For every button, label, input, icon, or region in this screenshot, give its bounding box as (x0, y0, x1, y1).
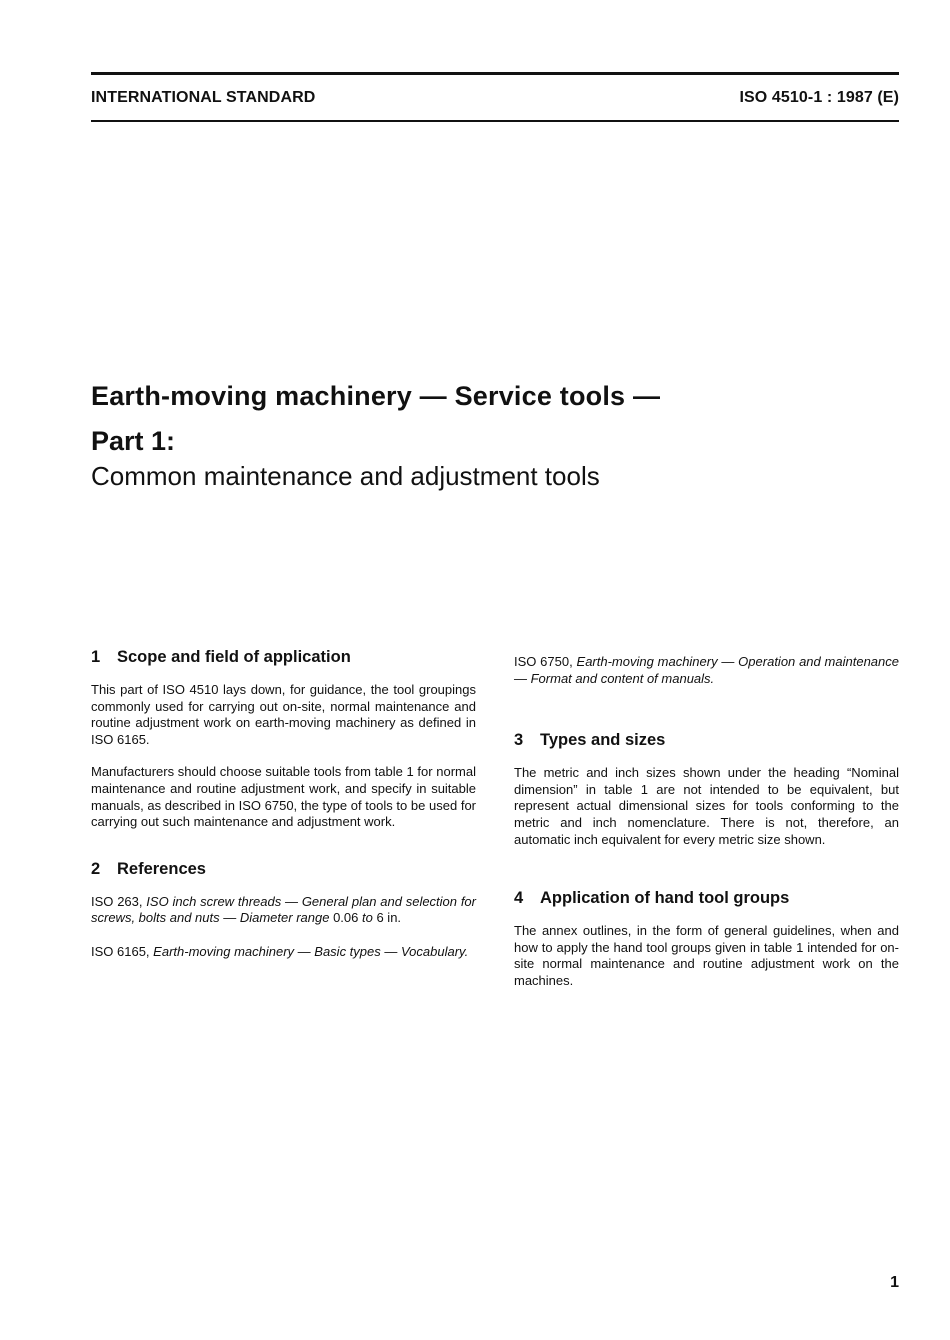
reference-title: Earth-moving machinery — Basic types — Vocabulary. (153, 943, 469, 959)
section-number: 3 (514, 731, 524, 750)
right-column (514, 654, 899, 990)
reference-code: ISO 263, (91, 893, 143, 909)
section-number: 4 (514, 889, 524, 908)
header-rule-bottom (91, 120, 899, 122)
document-part-label: Part 1: (91, 426, 176, 456)
section-title: Application of hand tool groups (540, 889, 790, 908)
reference-iso-6165 (91, 944, 476, 961)
left-column (91, 648, 476, 961)
reference-iso-263 (91, 894, 476, 927)
section-title: References (117, 859, 206, 878)
section-1-paragraph-2: Manufacturers should choose suitable tools from table 1 for normal maintenance and routine adjustment work, and specify in suitable manuals, as described in ISO 6750, the type of tools to be used for carrying out such maintenance and adjustment work. (91, 764, 476, 830)
header-rule-top (91, 72, 899, 75)
reference-title: ISO inch screw threads — General plan and selection for screws, bolts and nuts — Diameter range (91, 893, 476, 926)
document-subtitle: Common maintenance and adjustment tools (91, 461, 600, 491)
reference-code: ISO 6750, (514, 654, 573, 669)
reference-range-end: 6 in. (376, 910, 402, 926)
section-1-heading (91, 648, 476, 667)
reference-range-start: 0.06 (333, 910, 359, 926)
section-title: Scope and field of application (117, 648, 351, 666)
section-2-heading (91, 860, 476, 879)
section-3-paragraph-1: The metric and inch sizes shown under the heading “Nominal dimension” in table 1 are not intended to be equivalent, but represent actual dimensional sizes for tools conforming to the metric and inch nomenclature. There is not, therefore, an automatic inch equivalent for every metric size shown. (514, 765, 899, 847)
section-4-paragraph-1: The annex outlines, in the form of general guidelines, when and how to apply the hand tool groups given in table 1 intended for on-site normal maintenance and routine adjustment work on the machines. (514, 923, 899, 988)
reference-title: Earth-moving machinery — Operation and maintenance — Format and content of manuals. (514, 654, 899, 686)
page-number: 1 (890, 1274, 899, 1291)
section-number: 2 (91, 859, 101, 878)
section-3-heading (514, 731, 899, 750)
section-1-paragraph-1: This part of ISO 4510 lays down, for guidance, the tool groupings commonly used for carrying out on-site, normal maintenance and routine adjustment work on earth-moving machinery as defined in ISO 6165. (91, 682, 476, 747)
standard-number-label: ISO 4510-1 : 1987 (E) (739, 89, 899, 106)
section-number: 1 (91, 648, 101, 666)
section-4-heading (514, 889, 899, 908)
reference-iso-6750 (514, 654, 899, 687)
section-title: Types and sizes (540, 731, 666, 750)
reference-range-to: to (362, 910, 373, 926)
reference-code: ISO 6165, (91, 943, 150, 959)
document-type-label: INTERNATIONAL STANDARD (91, 89, 316, 106)
document-title: Earth-moving machinery — Service tools — (91, 381, 661, 411)
